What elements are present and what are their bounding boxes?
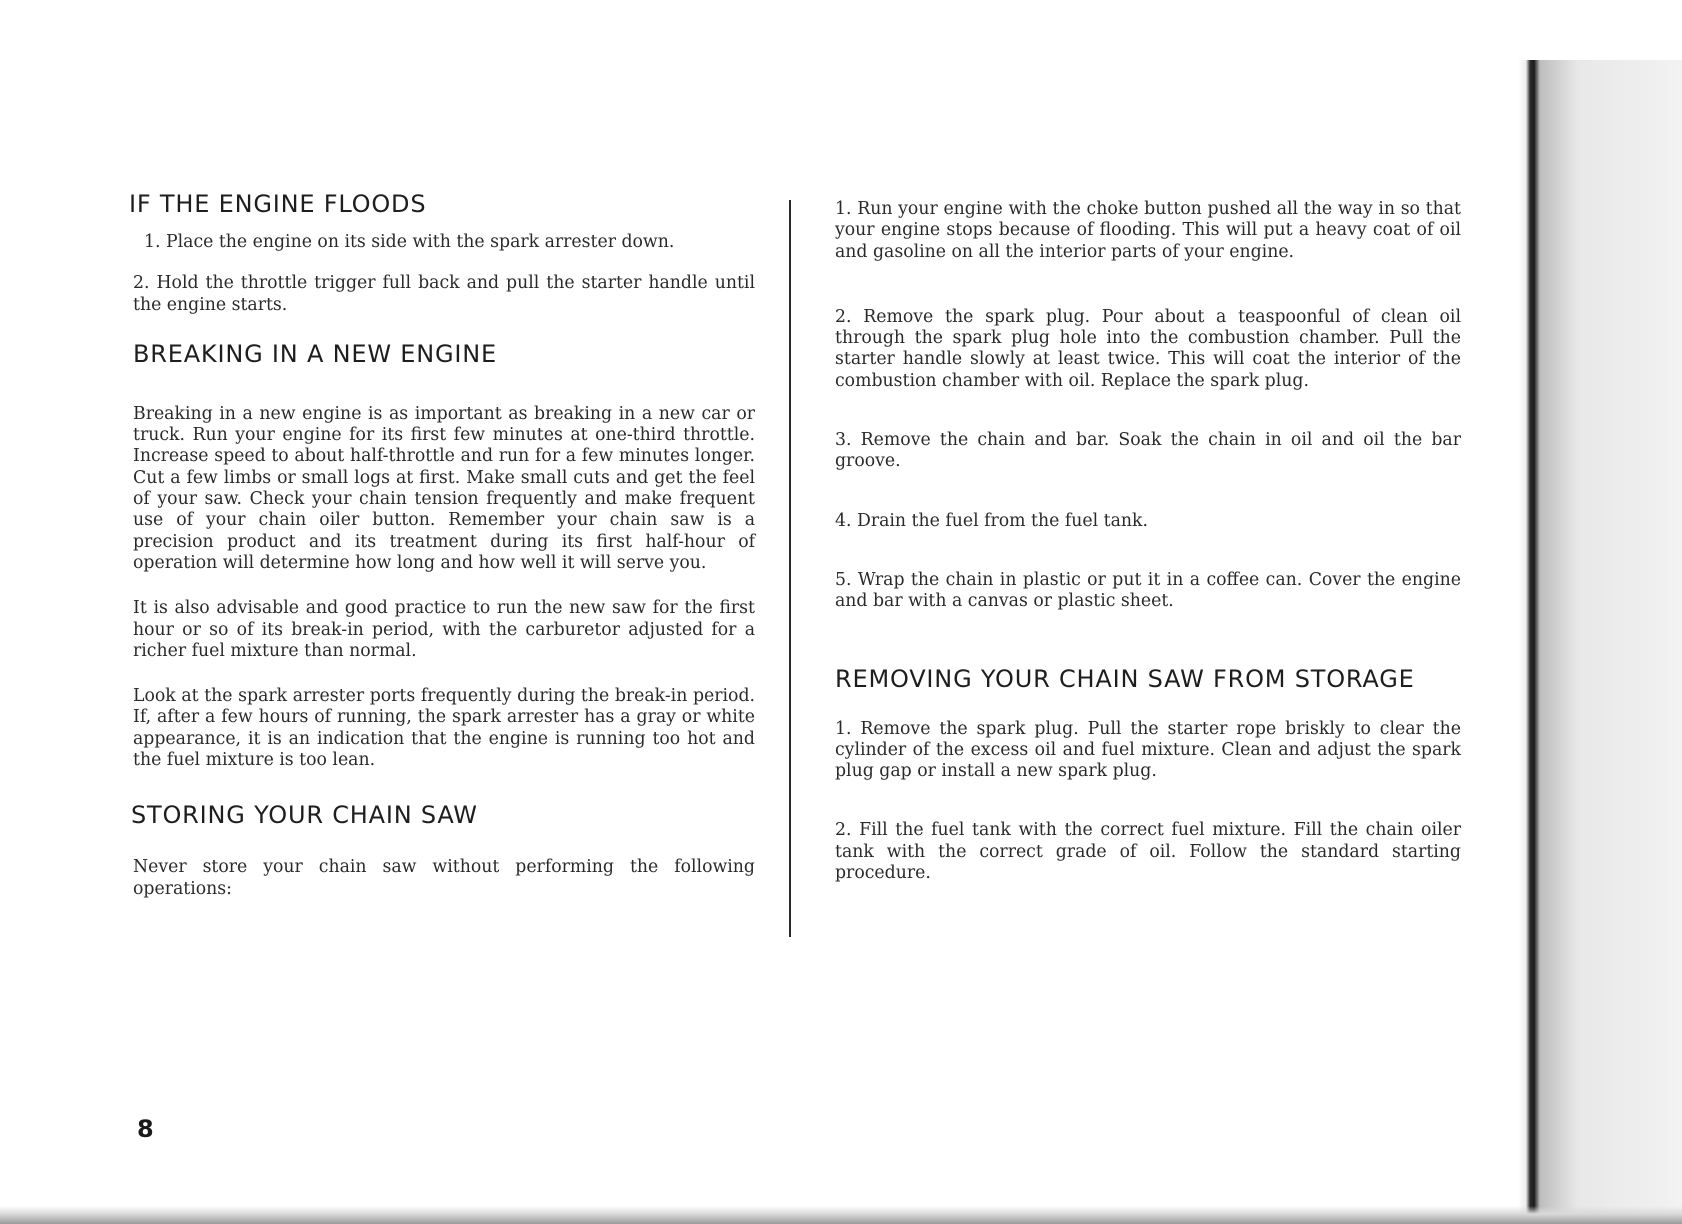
- heading-engine-floods: IF THE ENGINE FLOODS: [129, 190, 427, 218]
- storing-step-4: 4. Drain the fuel from the fuel tank.: [835, 510, 1148, 531]
- storing-step-5: 5. Wrap the chain in plastic or put it in a coffee can. Cover the engine and bar with a canvas or plastic sheet.: [835, 569, 1461, 612]
- floods-step-1: 1. Place the engine on its side with the spark arrester down.: [144, 232, 675, 252]
- right-column: [835, 199, 1461, 884]
- left-column: [129, 190, 755, 900]
- breaking-in-paragraph-3: Look at the spark arrester ports frequently during the break-in period. If, after a few hours of running, the spark arrester has a gray or white appearance, it is an indication that the engine is running too hot and the fuel mixture is too lean.: [133, 686, 755, 771]
- floods-step-2: 2. Hold the throttle trigger full back and pull the starter handle until the engine starts.: [133, 273, 755, 315]
- storing-intro: Never store your chain saw without performing the following operations:: [133, 857, 755, 899]
- bottom-edge-shadow: [0, 1206, 1682, 1224]
- storing-step-2: 2. Remove the spark plug. Pour about a teaspoonful of clean oil through the spark plug hole into the combustion chamber. Pull the starter handle slowly at least twice. This will coat the interior of the combustion chamber with oil. Replace the spark plug.: [835, 306, 1461, 391]
- page-number: 8: [137, 1115, 154, 1143]
- binding-shadow: [1518, 60, 1682, 1224]
- heading-breaking-in: BREAKING IN A NEW ENGINE: [133, 339, 498, 368]
- storing-step-1: 1. Run your engine with the choke button pushed all the way in so that your engine stops because of flooding. This will put a heavy coat of oil and gasoline on all the interior parts of your engine.: [835, 199, 1461, 262]
- heading-storing: STORING YOUR CHAIN SAW: [131, 801, 478, 830]
- heading-removing: REMOVING YOUR CHAIN SAW FROM STORAGE: [835, 664, 1415, 693]
- removing-step-1: 1. Remove the spark plug. Pull the starter rope briskly to clear the cylinder of the excess oil and fuel mixture. Clean and adjust the spark plug gap or install a new spark plug.: [835, 718, 1461, 782]
- removing-step-2: 2. Fill the fuel tank with the correct fuel mixture. Fill the chain oiler tank with the correct grade of oil. Follow the standard starting procedure.: [835, 820, 1461, 884]
- storing-step-3: 3. Remove the chain and bar. Soak the chain in oil and oil the bar groove.: [835, 430, 1461, 472]
- breaking-in-paragraph-2: It is also advisable and good practice to run the new saw for the first hour or so of its break-in period, with the carburetor adjusted for a richer fuel mixture than normal.: [133, 598, 755, 661]
- column-divider: [789, 200, 791, 937]
- breaking-in-paragraph-1: Breaking in a new engine is as important as breaking in a new car or truck. Run your engine for its first few minutes at one-third throttle. Increase speed to about half-throttle and run for a few minutes longer. Cut a few limbs or small logs at first. Make small cuts and get the feel of your saw. Check your chain tension frequently and make frequent use of your chain oiler button. Remember your chain saw is a precision product and its treatment during its first half-hour of operation will determine how long and how well it will serve you.: [133, 403, 755, 573]
